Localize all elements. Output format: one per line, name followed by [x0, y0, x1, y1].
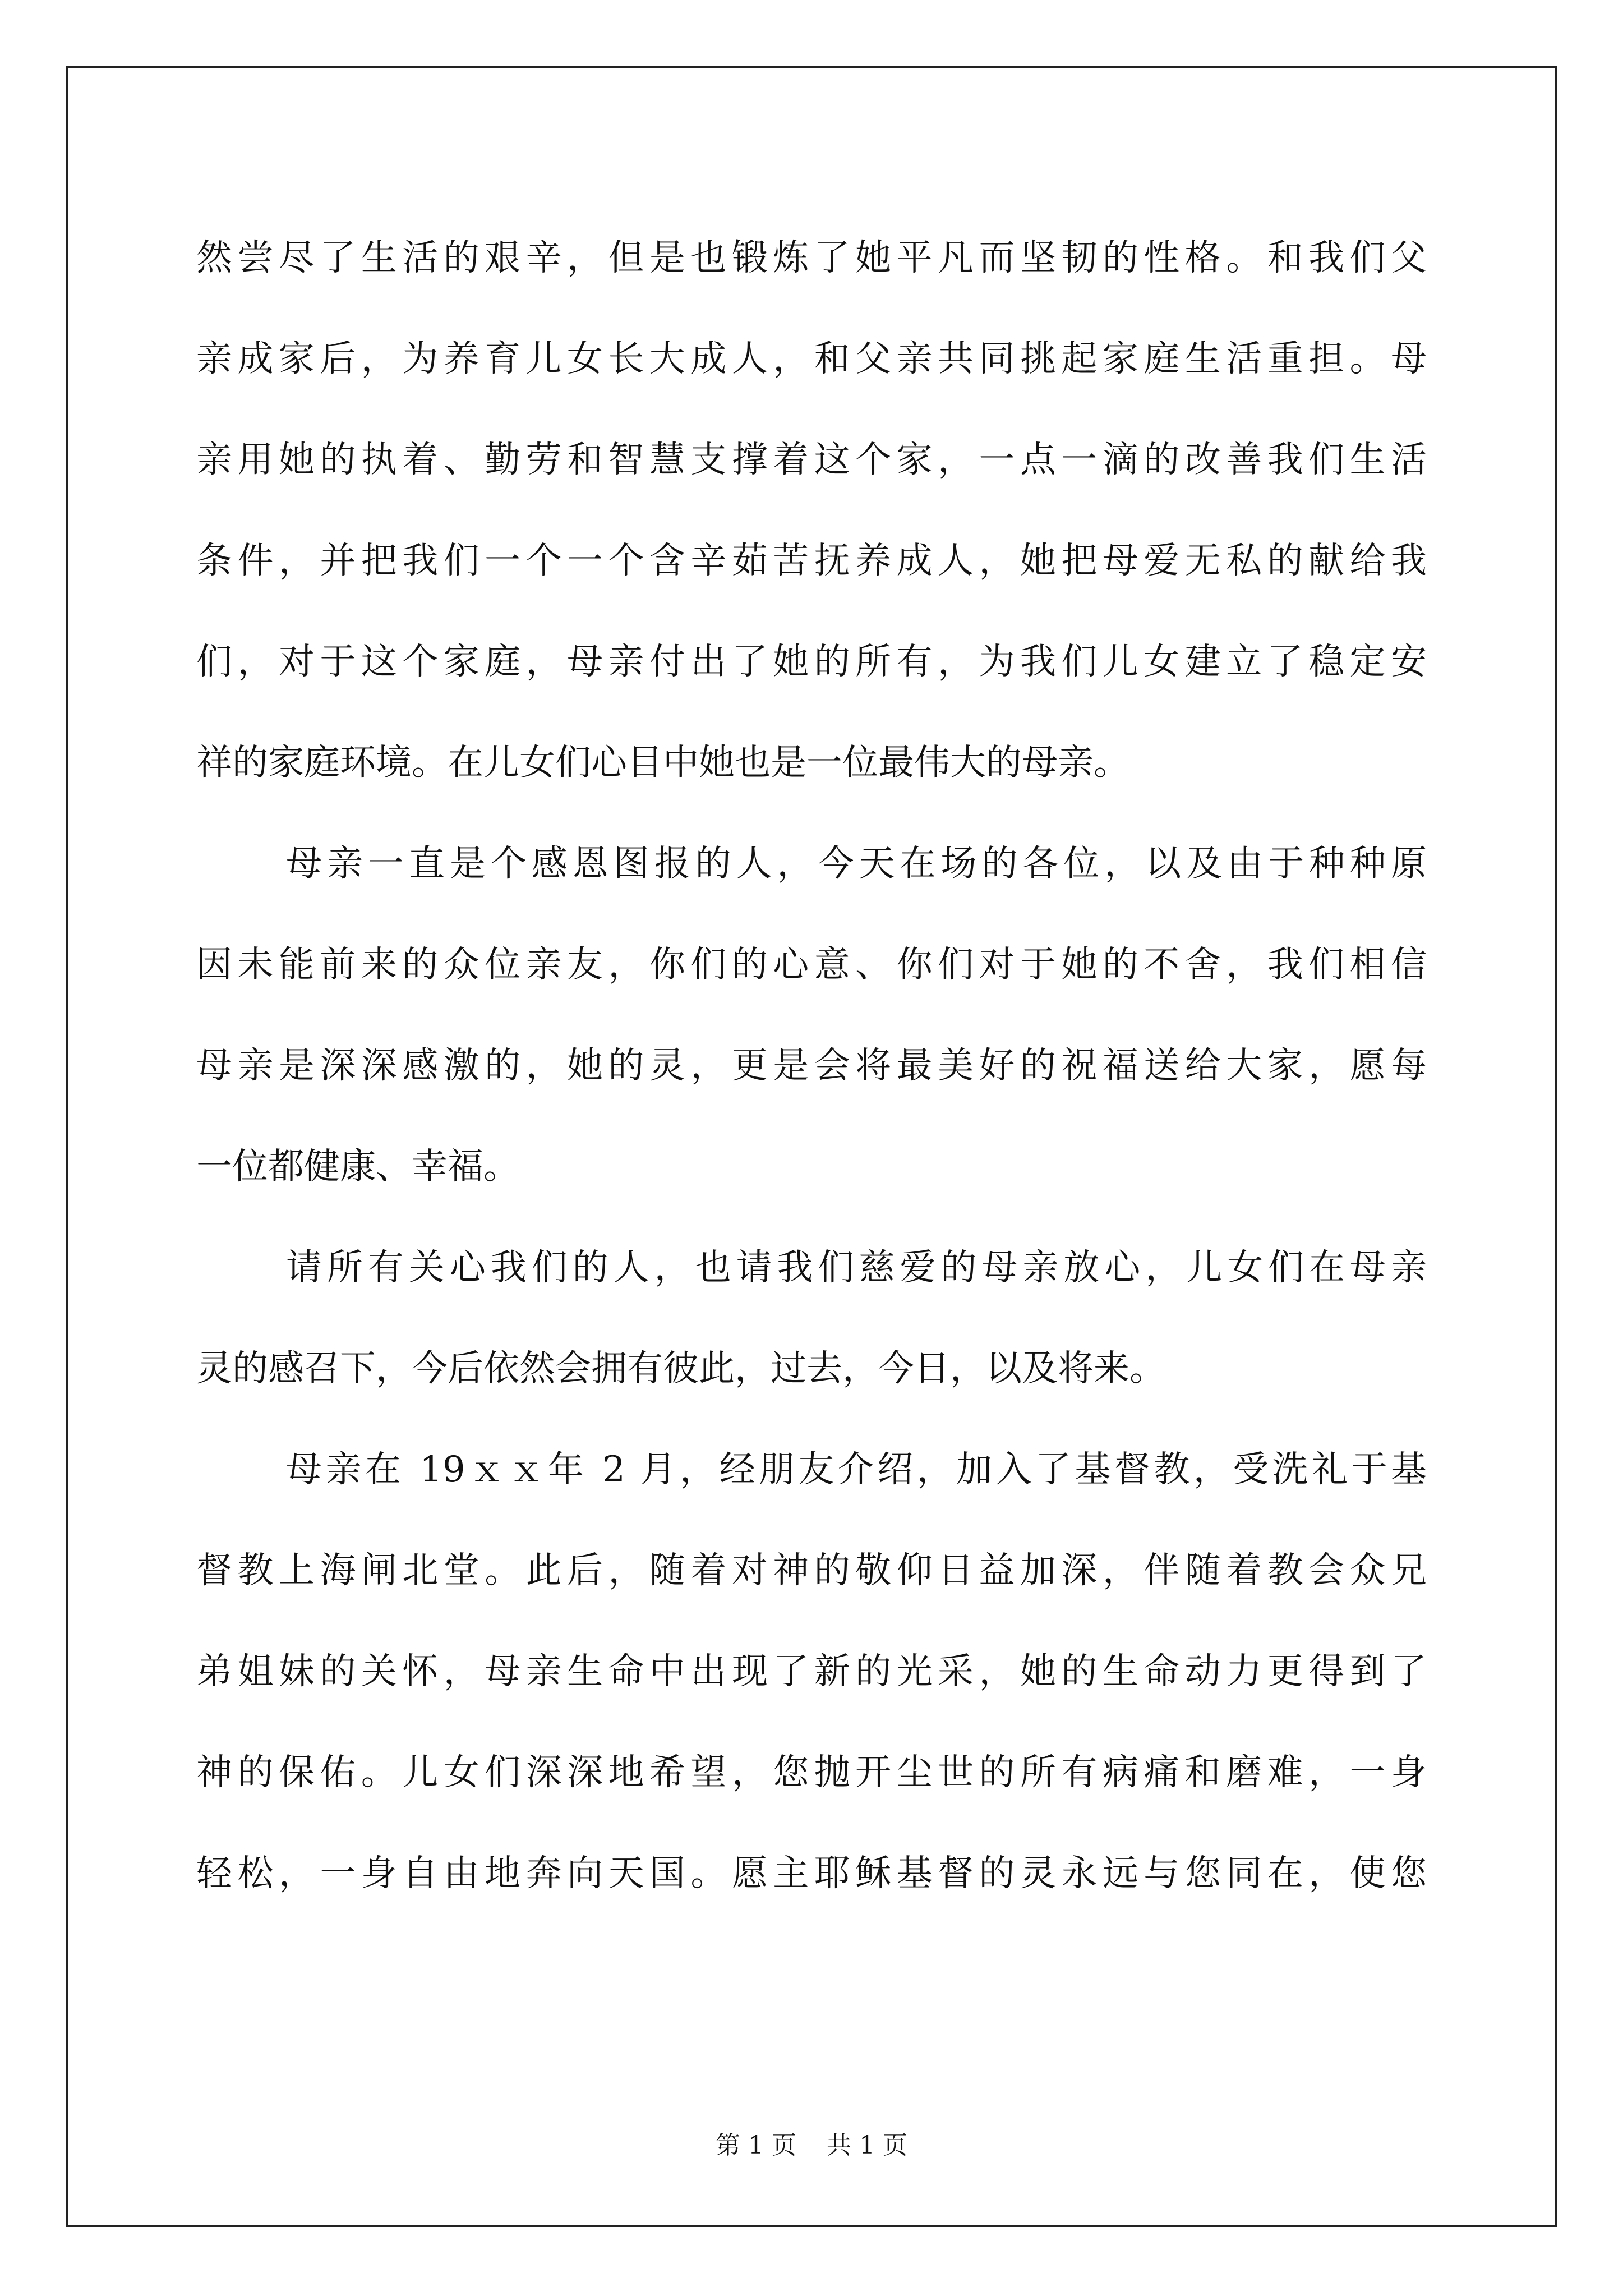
- text-line: 轻松，一身自由地奔向天国。愿主耶稣基督的灵永远与您同在，使您: [196, 1853, 1427, 1894]
- text-line: 亲用她的执着、勤劳和智慧支撑着这个家，一点一滴的改善我们生活: [196, 439, 1427, 481]
- text-line: 祥的家庭环境。在儿女们心目中她也是一位最伟大的母亲。: [196, 742, 1129, 784]
- text-line: 灵的感召下，今后依然会拥有彼此，过去，今日，以及将来。: [196, 1348, 1165, 1389]
- text-line: 因未能前来的众位亲友，你们的心意、你们对于她的不舍，我们相信: [196, 944, 1427, 986]
- text-line: 请所有关心我们的人，也请我们慈爱的母亲放心，儿女们在母亲: [286, 1247, 1427, 1289]
- page-number-current: 第 1 页: [716, 2131, 796, 2160]
- text-line: 一位都健康、幸福。: [196, 1146, 519, 1188]
- page-footer: [0, 2129, 1623, 2162]
- text-line: 神的保佑。儿女们深深地希望，您抛开尘世的所有病痛和磨难，一身: [196, 1752, 1427, 1793]
- text-line: 条件，并把我们一个一个含辛茹苦抚养成人，她把母爱无私的献给我: [196, 540, 1427, 582]
- text-line: 弟姐妹的关怀，母亲生命中出现了新的光采，她的生命动力更得到了: [196, 1651, 1427, 1692]
- text-line: 母亲是深深感激的，她的灵，更是会将最美好的祝福送给大家，愿每: [196, 1045, 1427, 1087]
- document-body: [196, 208, 1427, 1924]
- text-line: 然尝尽了生活的艰辛，但是也锻炼了她平凡而坚韧的性格。和我们父: [196, 237, 1427, 279]
- text-line: 督教上海闸北堂。此后，随着对神的敬仰日益加深，伴随着教会众兄: [196, 1550, 1427, 1591]
- text-line: 们，对于这个家庭，母亲付出了她的所有，为我们儿女建立了稳定安: [196, 641, 1427, 683]
- text-line: 母亲在 19ｘｘ年 2 月，经朋友介绍，加入了基督教，受洗礼于基: [286, 1449, 1427, 1490]
- page-number-total: 共 1 页: [827, 2131, 907, 2160]
- text-line: 亲成家后，为养育儿女长大成人，和父亲共同挑起家庭生活重担。母: [196, 338, 1427, 380]
- text-line: 母亲一直是个感恩图报的人，今天在场的各位，以及由于种种原: [286, 843, 1427, 885]
